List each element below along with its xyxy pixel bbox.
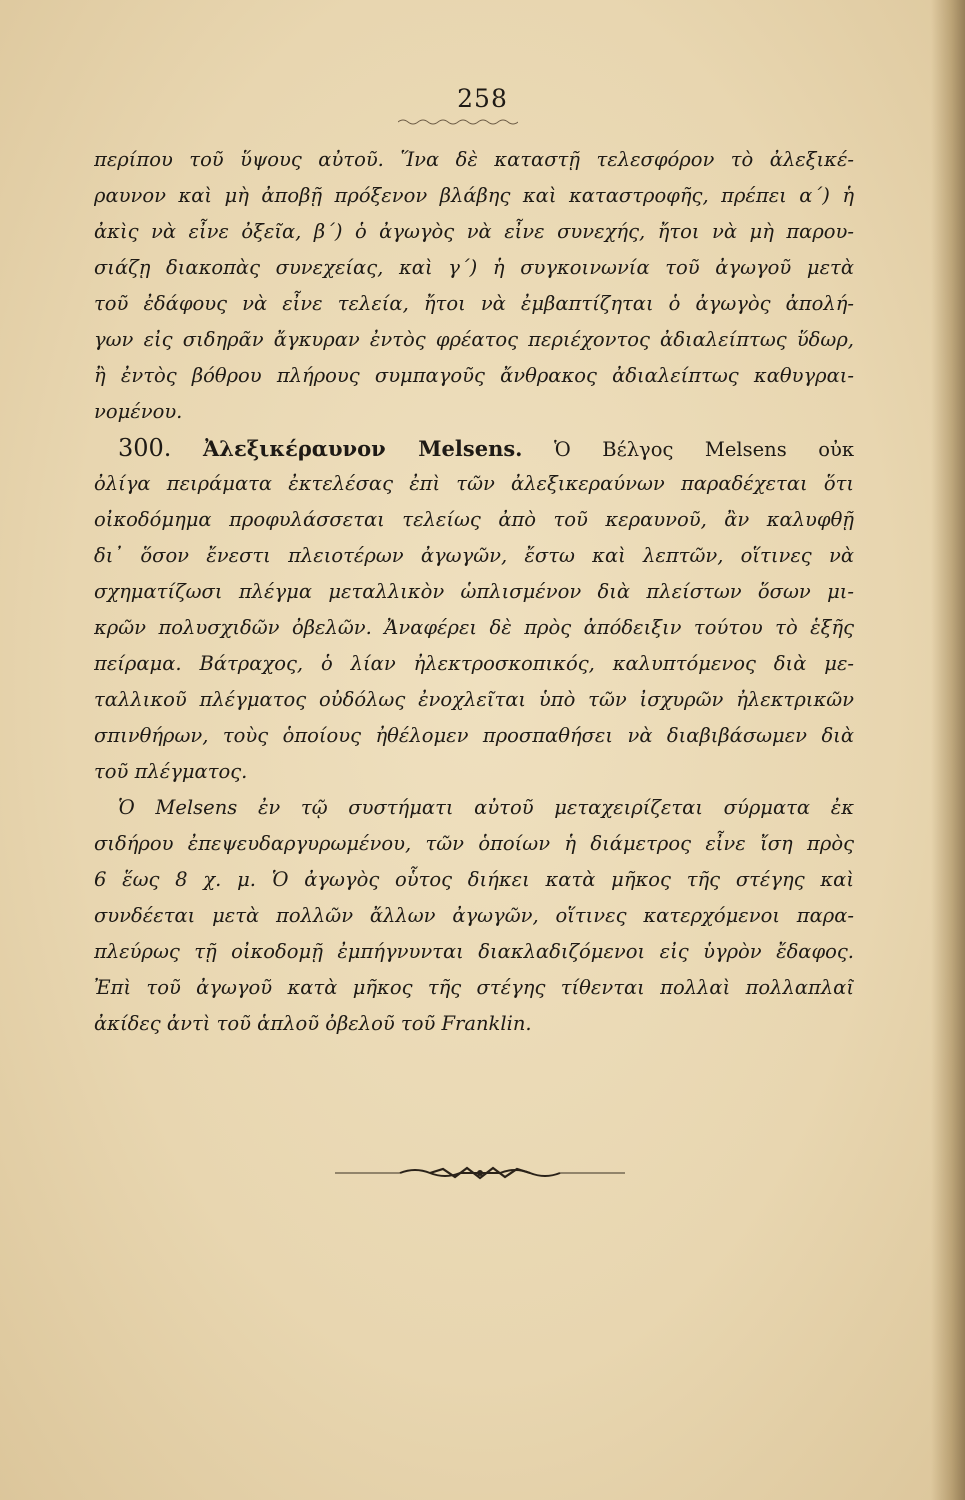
section-title: Ἀλεξικέραυνον Melsens.	[202, 436, 523, 461]
wavy-rule-ornament	[398, 118, 518, 126]
text-line: ἀκὶς νὰ εἶνε ὀξεῖα, β΄) ὁ ἀγωγὸς νὰ εἶνε συνεχής, ἤτοι νὰ μὴ παρου-	[94, 220, 854, 243]
text-line: ὀλίγα πειράματα ἐκτελέσας ἐπὶ τῶν ἀλεξικεραύνων παραδέχεται ὅτι	[94, 472, 854, 495]
page-gutter-shadow	[931, 0, 965, 1500]
text-line: 6 ἕως 8 χ. μ. Ὁ ἀγωγὸς οὗτος διήκει κατὰ μῆκος τῆς στέγης καὶ	[94, 868, 854, 891]
text-line: σιδήρου ἐπεψευδαργυρωμένου, τῶν ὁποίων ἡ διάμετρος εἶνε ἴση πρὸς	[94, 832, 854, 855]
text-line: τοῦ πλέγματος.	[94, 760, 248, 783]
body-text	[94, 142, 854, 1042]
text-line: δι᾿ ὅσον ἔνεστι πλειοτέρων ἀγωγῶν, ἔστω καὶ λεπτῶν, οἵτινες νὰ	[94, 544, 854, 567]
text-line: συνδέεται μετὰ πολλῶν ἄλλων ἀγωγῶν, οἵτινες κατερχόμενοι παρα-	[94, 904, 854, 927]
section-first-line-text: Ὁ Βέλγος Melsens οὐκ	[554, 438, 854, 461]
text-line: ἢ ἐντὸς βόθρου πλήρους συμπαγοῦς ἄνθρακος ἀδιαλείπτως καθυγραι-	[94, 364, 854, 387]
page-number: 258	[457, 84, 508, 113]
text-line: περίπου τοῦ ὕψους αὐτοῦ. Ἵνα δὲ καταστῇ τελεσφόρον τὸ ἀλεξικέ-	[94, 148, 854, 171]
text-line: σπινθήρων, τοὺς ὁποίους ἠθέλομεν προσπαθήσει νὰ διαβιβάσωμεν διὰ	[94, 724, 854, 747]
text-line: κρῶν πολυσχιδῶν ὀβελῶν. Ἀναφέρει δὲ πρὸς ἀπόδειξιν τούτου τὸ ἑξῆς	[94, 616, 854, 639]
text-line: Ὁ Melsens ἐν τῷ συστήματι αὐτοῦ μεταχειρίζεται σύρματα ἐκ	[118, 796, 854, 819]
text-line: οἰκοδόμημα προφυλάσσεται τελείως ἀπὸ τοῦ κεραυνοῦ, ἂν καλυφθῇ	[94, 508, 854, 531]
text-line: πλεύρως τῇ οἰκοδομῇ ἐμπήγνυνται διακλαδιζόμενοι εἰς ὑγρὸν ἔδαφος.	[94, 940, 854, 963]
text-line: γων εἰς σιδηρᾶν ἄγκυραν ἐντὸς φρέατος περιέχοντος ἀδιαλείπτως ὕδωρ,	[94, 328, 854, 351]
text-line: ραυνον καὶ μὴ ἀποβῇ πρόξενον βλάβης καὶ καταστροφῆς, πρέπει α΄) ἡ	[94, 184, 854, 207]
text-line: νομένου.	[94, 400, 183, 423]
tailpiece-ornament-icon	[335, 1163, 625, 1183]
text-line: σχηματίζωσι πλέγμα μεταλλικὸν ὡπλισμένον διὰ πλείστων ὅσων μι-	[94, 580, 854, 603]
text-line: τοῦ ἐδάφους νὰ εἶνε τελεία, ἤτοι νὰ ἐμβαπτίζηται ὁ ἀγωγὸς ἀπολή-	[94, 292, 854, 315]
section-heading-line	[94, 430, 854, 466]
text-line: πείραμα. Βάτραχος, ὁ λίαν ἠλεκτροσκοπικός, καλυπτόμενος διὰ με-	[94, 652, 854, 675]
text-line: Ἐπὶ τοῦ ἀγωγοῦ κατὰ μῆκος τῆς στέγης τίθενται πολλαὶ πολλαπλαῖ	[94, 976, 854, 999]
text-line: σιάζῃ διακοπὰς συνεχείας, καὶ γ΄) ἡ συγκοινωνία τοῦ ἀγωγοῦ μετὰ	[94, 256, 854, 279]
text-line: ἀκίδες ἀντὶ τοῦ ἁπλοῦ ὀβελοῦ τοῦ Franklin.	[94, 1012, 532, 1035]
section-number: 300.	[118, 434, 172, 462]
text-line: ταλλικοῦ πλέγματος οὐδόλως ἐνοχλεῖται ὑπὸ τῶν ἰσχυρῶν ἠλεκτρικῶν	[94, 688, 854, 711]
